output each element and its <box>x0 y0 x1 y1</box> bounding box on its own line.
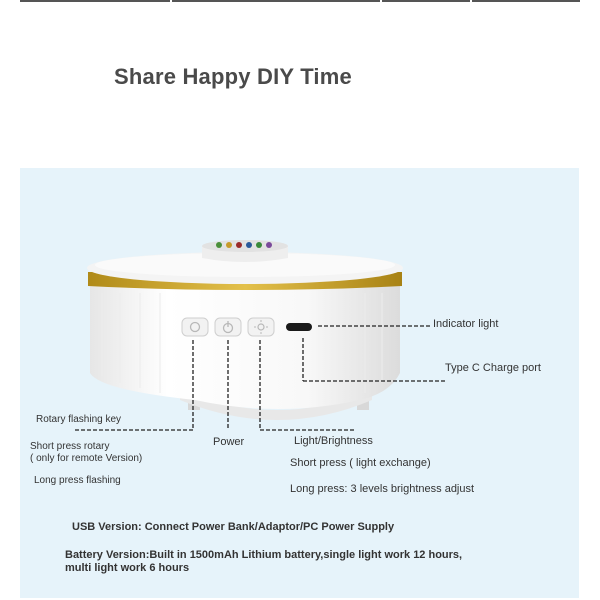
light-button[interactable] <box>248 318 274 336</box>
page-headline: Share Happy DIY Time <box>114 64 352 89</box>
type-c-port <box>286 323 312 331</box>
product-diagram-panel <box>20 168 579 598</box>
label-rotary-flashing-key: Rotary flashing key <box>36 414 122 425</box>
rotary-button[interactable] <box>182 318 208 336</box>
label-light-brightness: Light/Brightness <box>294 435 373 447</box>
label-long-press-levels: Long press: 3 levels brightness adjust <box>290 483 475 495</box>
led-amber <box>226 242 232 248</box>
led-green <box>216 242 222 248</box>
label-type-c-port: Type C Charge port <box>445 362 541 374</box>
label-indicator-light: Indicator light <box>433 318 499 330</box>
led-blue <box>246 242 252 248</box>
label-remote-version: ( only for remote Version) <box>30 453 143 464</box>
label-short-press-rotary: Short press rotary <box>30 441 110 452</box>
label-power: Power <box>213 436 245 448</box>
label-short-press-light: Short press ( light exchange) <box>290 457 431 469</box>
top-divider <box>20 0 580 2</box>
device-illustration <box>20 168 579 598</box>
led-green-2 <box>256 242 262 248</box>
device-body <box>90 278 400 409</box>
label-long-press-flashing: Long press flashing <box>34 475 121 486</box>
note-usb-version: USB Version: Connect Power Bank/Adaptor/PC Power Supply <box>72 521 395 533</box>
led-violet <box>266 242 272 248</box>
power-button[interactable] <box>215 318 241 336</box>
led-red <box>236 242 242 248</box>
note-battery-line1: Battery Version:Built in 1500mAh Lithium battery,single light work 12 hours, <box>65 549 463 561</box>
note-battery-line2: multi light work 6 hours <box>65 562 190 574</box>
